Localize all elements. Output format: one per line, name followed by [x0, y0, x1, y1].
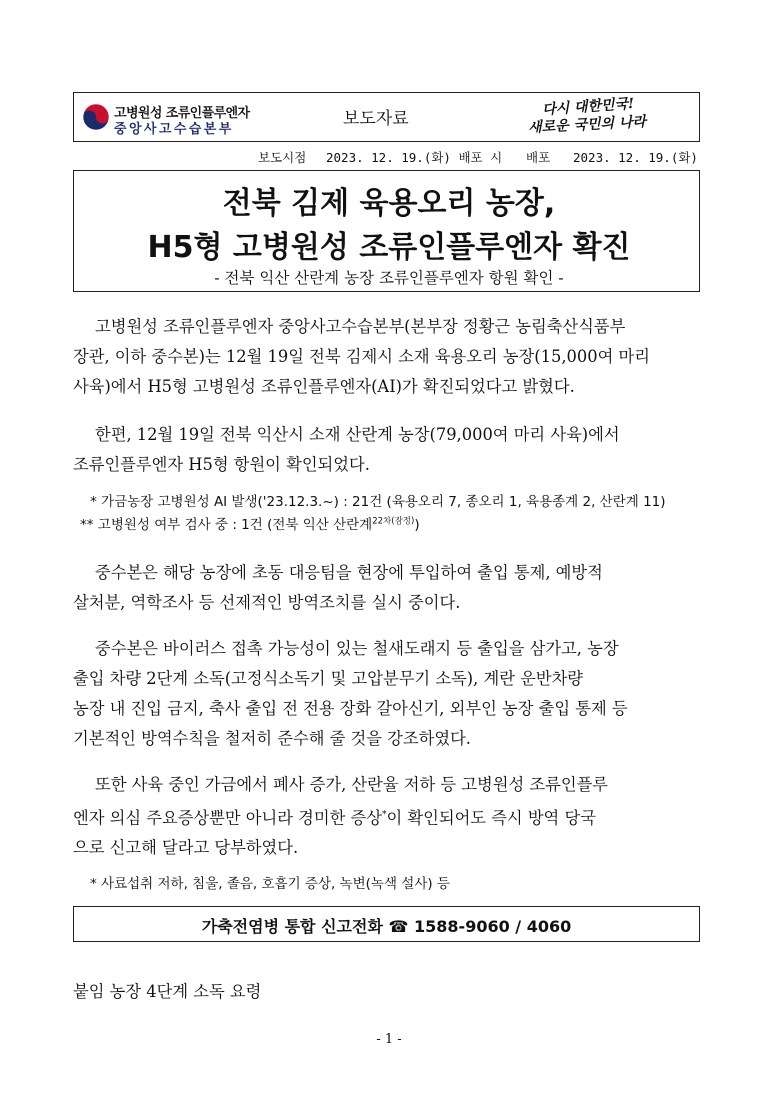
footnote-outbreak-count: * 가금농장 고병원성 AI 발생('23.12.3.~) : 21건 (육용오리 7, 종오리 1, 육용종계 2, 산란계 11) — [90, 494, 666, 510]
paragraph-3-line: 살처분, 역학조사 등 선제적인 방역조치를 실시 중이다. — [73, 593, 461, 612]
subheadline: - 전북 익산 산란계 농장 조류인플루엔자 항원 확인 - — [214, 269, 564, 287]
paragraph-3-line: 중수본은 해당 농장에 초동 대응팀을 현장에 투입하여 출입 통제, 예방적 — [95, 563, 603, 582]
org-name-line2: 중앙사고수습본부 — [114, 122, 234, 137]
paragraph-2-line: 조류인플루엔자 H5형 항원이 확인되었다. — [73, 455, 370, 474]
hotline-text — [73, 914, 700, 937]
paragraph-5-sup: * — [381, 810, 387, 820]
taegeuk-logo-icon — [82, 103, 110, 131]
paragraph-5-line: 엔자 의심 주요증상뿐만 아니라 경미한 증상 — [73, 808, 382, 828]
footnote-testing-sup: 22차(잠정) — [372, 516, 415, 527]
phone-icon: ☎ — [388, 917, 409, 936]
paragraph-1-line: 사육)에서 H5형 고병원성 조류인플루엔자(AI)가 확진되었다고 밝혔다. — [73, 377, 575, 396]
paragraph-2-line: 한편, 12월 19일 전북 익산시 소재 산란계 농장(79,000여 마리 사육)에서 — [95, 425, 620, 444]
paragraph-3 — [73, 558, 703, 618]
hotline-numbers: 1588-9060 / 4060 — [414, 917, 572, 936]
slogan-calligraphy — [520, 96, 690, 138]
footnote-testing-text: ** 고병원성 여부 검사 중 : 1건 (전북 익산 산란계 — [80, 517, 373, 533]
release-label: 보도시점 — [258, 150, 307, 165]
attachment-note: 붙임 농장 4단계 소독 요령 — [73, 982, 262, 1001]
paragraph-5 — [73, 770, 703, 863]
paragraph-4-line: 중수본은 바이러스 접촉 가능성이 있는 철새도래지 등 출입을 삼가고, 농장 — [95, 639, 619, 658]
slogan-line1: 다시 대한민국! — [541, 95, 635, 119]
paragraph-1 — [73, 312, 703, 402]
distribution-label: 배포 — [526, 150, 551, 165]
page-number: - 1 - — [376, 1032, 402, 1047]
headline-line2: H5형 고병원성 조류인플루엔자 확진 — [147, 230, 631, 265]
footnote-testing-end: ) — [414, 517, 420, 533]
doc-type-label: 보도자료 — [343, 109, 409, 129]
distribution-date: 2023. 12. 19.(화) — [573, 150, 698, 165]
paragraph-5-line: 이 확인되어도 즉시 방역 당국 — [386, 808, 596, 828]
slogan-line2: 새로운 국민의 나라 — [527, 113, 647, 137]
paragraph-5-line: 으로 신고해 달라고 당부하였다. — [73, 838, 299, 858]
hotline-label: 가축전염병 통합 신고전화 — [201, 917, 383, 936]
paragraph-1-line: 고병원성 조류인플루엔자 중앙사고수습본부(본부장 정황근 농림축산식품부 — [95, 317, 626, 336]
headline-line1: 전북 김제 육용오리 농장, — [222, 186, 556, 221]
paragraph-4 — [73, 634, 703, 754]
footnote-testing — [80, 513, 420, 533]
ministry-logo — [82, 101, 260, 135]
paragraph-1-line: 장관, 이하 중수본)는 12월 19일 전북 김제시 소재 육용오리 농장(15,000여 마리 — [73, 347, 650, 366]
paragraph-5-line: 또한 사육 중인 가금에서 폐사 증가, 산란율 저하 등 고병원성 조류인플루 — [95, 775, 609, 794]
paragraph-4-line: 농장 내 진입 금지, 축사 출입 전 전용 장화 갈아신기, 외부인 농장 출입 통제 등 — [73, 699, 628, 718]
paragraph-4-line: 출입 차량 2단계 소독(고정식소독기 및 고압분무기 소독), 계란 운반차량 — [73, 669, 584, 688]
paragraph-2 — [73, 420, 703, 480]
paragraph-4-line: 기본적인 방역수칙을 철저히 준수해 줄 것을 강조하였다. — [73, 729, 471, 748]
release-date: 2023. 12. 19.(화) 배포 시 — [326, 150, 503, 165]
footnote-symptoms: * 사료섭취 저하, 침울, 졸음, 호흡기 증상, 녹변(녹색 설사) 등 — [90, 876, 450, 892]
org-name-line1: 고병원성 조류인플루엔자 — [114, 106, 250, 121]
